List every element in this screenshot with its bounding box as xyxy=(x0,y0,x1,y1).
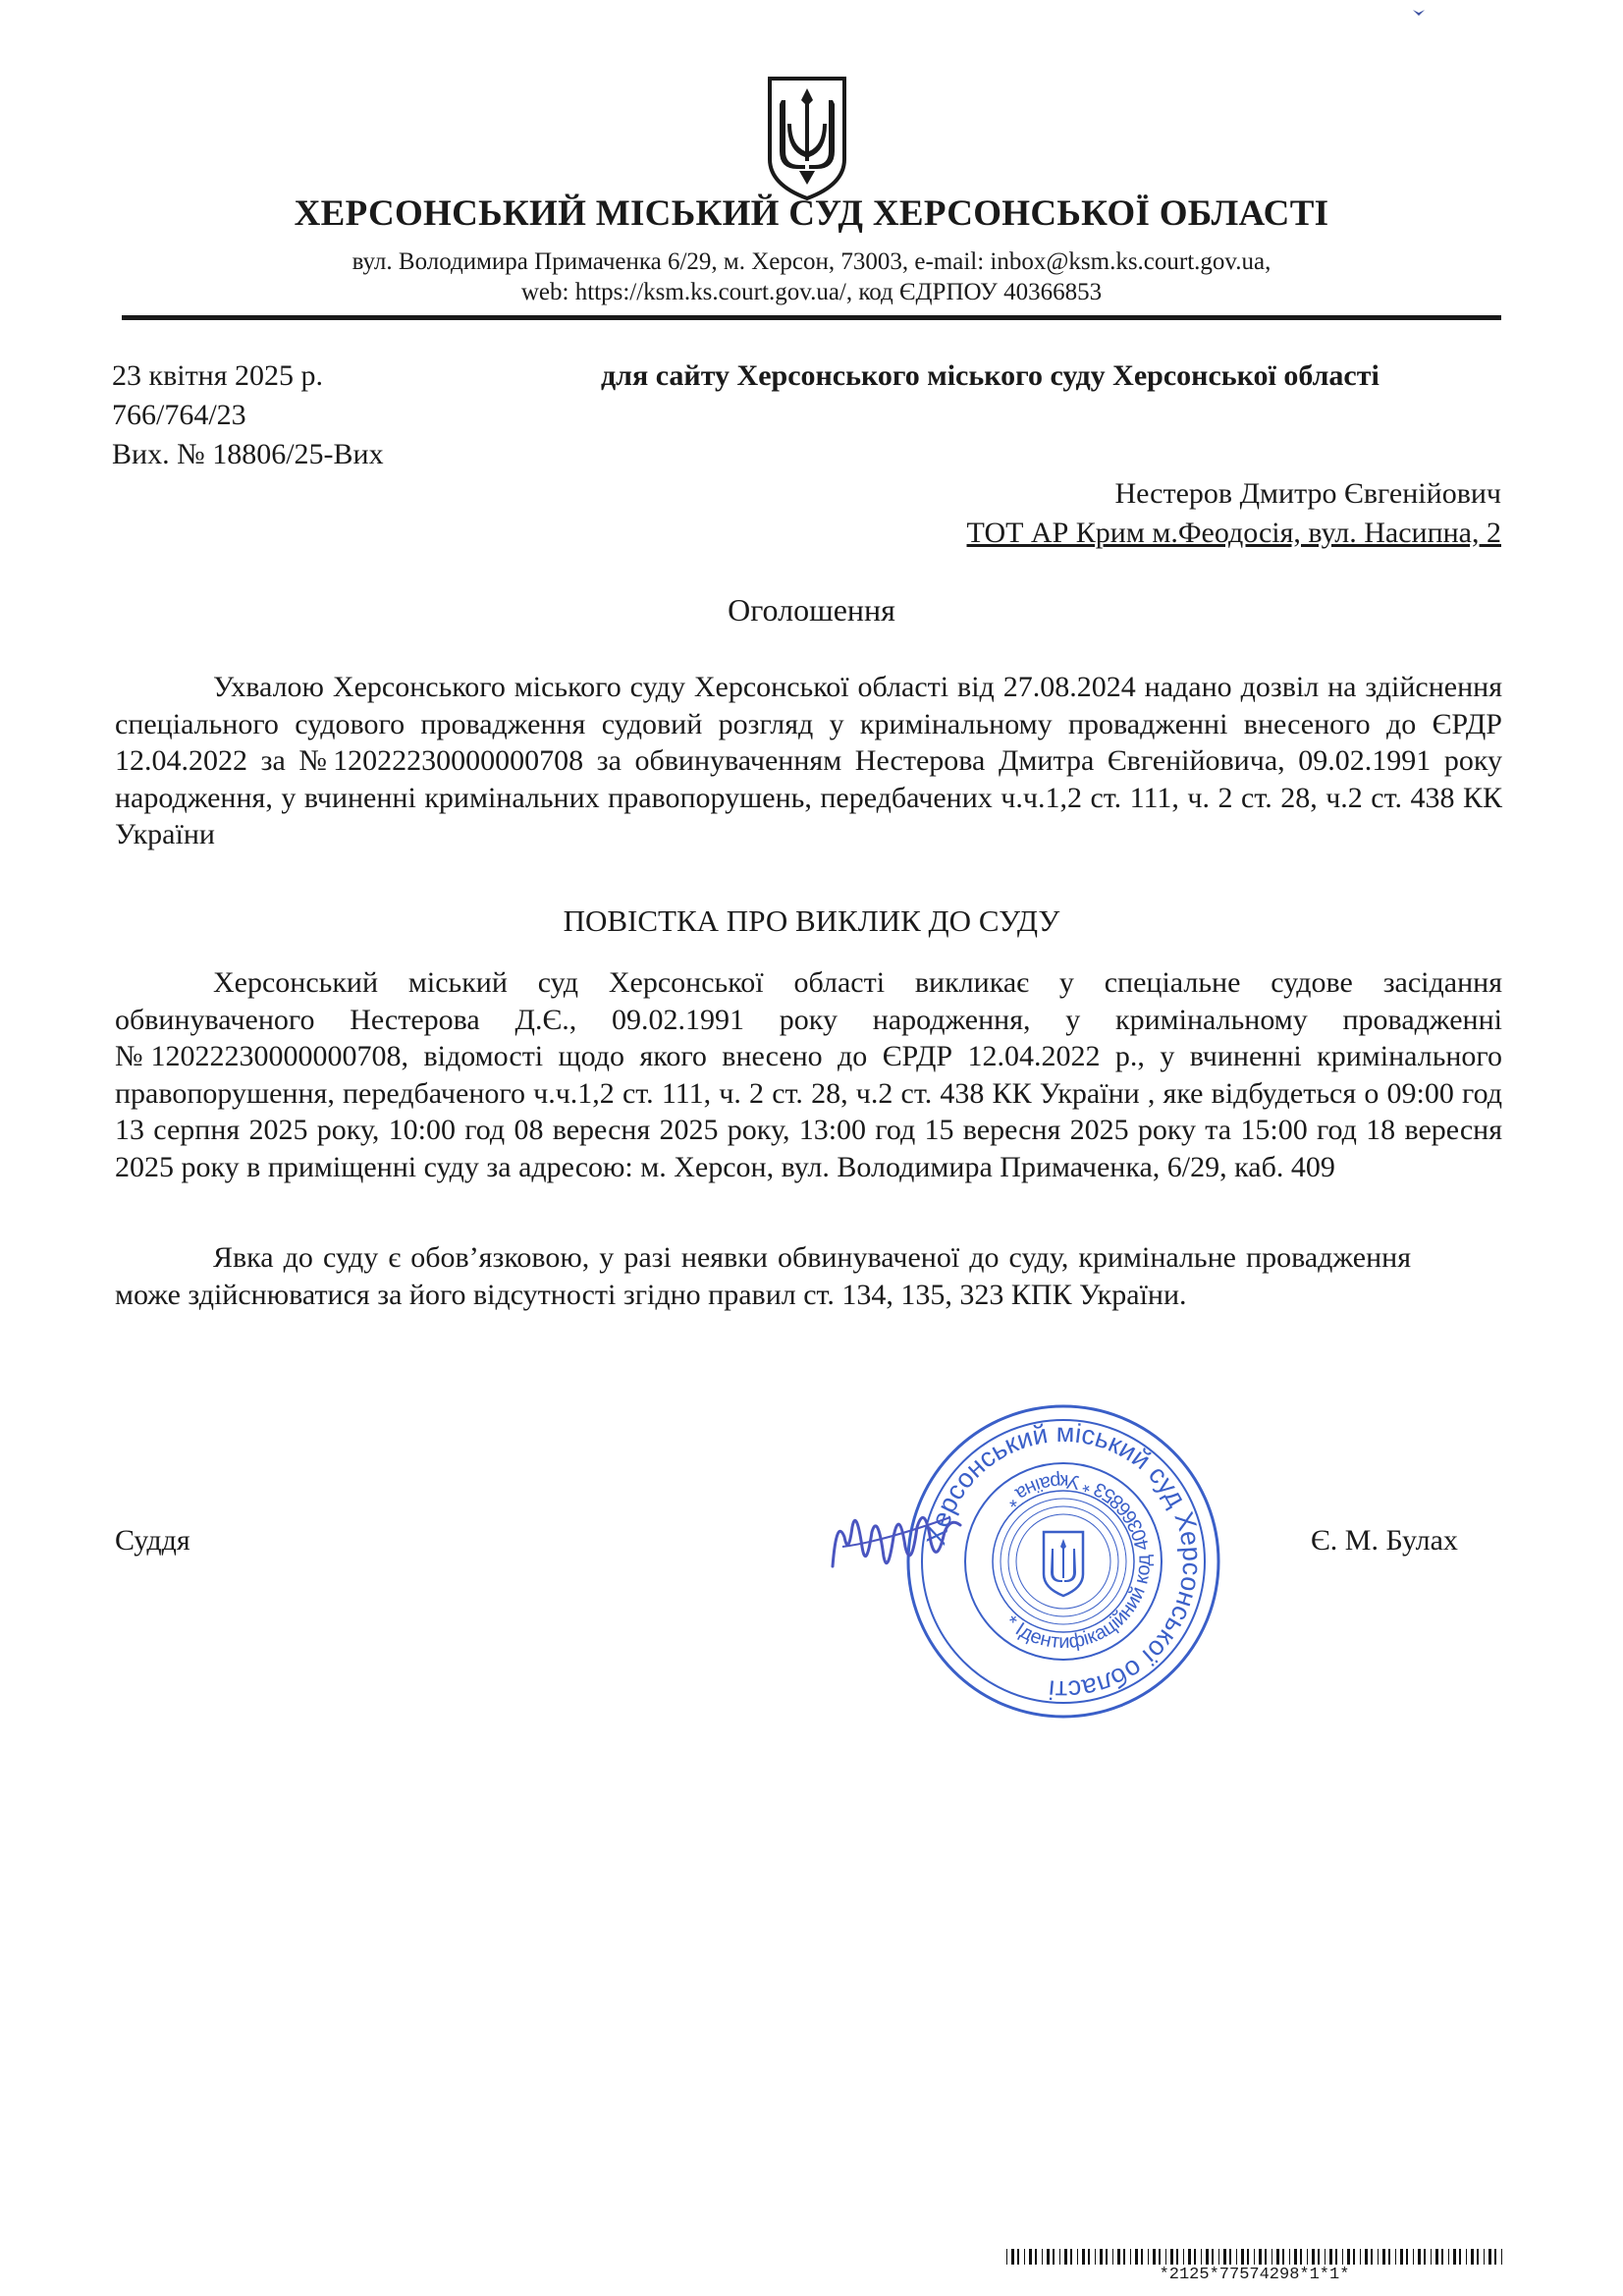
barcode-bar xyxy=(1183,2249,1184,2265)
barcode-bar xyxy=(1494,2249,1496,2265)
barcode-bar xyxy=(1365,2249,1368,2265)
barcode-bar xyxy=(1123,2249,1125,2265)
announcement-title: Оголошення xyxy=(728,592,895,628)
barcode-bar xyxy=(1077,2249,1078,2265)
barcode-number: *2125*77574298*1*1* xyxy=(1159,2266,1350,2284)
barcode-bar xyxy=(1488,2249,1491,2265)
barcode-bar xyxy=(1276,2249,1279,2265)
barcode-bar xyxy=(1017,2249,1019,2265)
barcode-bar xyxy=(1201,2249,1202,2265)
barcode-bar xyxy=(1053,2249,1055,2265)
announcement-text: Ухвалою Херсонського міського суду Херсонської області від 27.08.2024 надано дозвіл на здійснення спеціального судового провадження судовий розгляд у кримінальному провадженні внесеного до ЄРДР 12.04.2022 за №12022230000000708 за обвинуваченням Нестерова Дмитра Євгенійовича, 09.02.1991 року народження, у вчиненні кримінальних правопорушень, передбачених ч.ч.1,2 ст. 111, ч. 2 ст. 28, ч.2 ст. 438 КК України xyxy=(115,671,1502,850)
barcode-bar xyxy=(1153,2249,1156,2265)
barcode-bar xyxy=(1300,2249,1302,2265)
recipient-name: Нестеров Дмитро Євгенійович xyxy=(1114,477,1501,510)
svg-text:* Ідентифікаційний код 4036685: * Ідентифікаційний код 40366853 * Україна * xyxy=(1001,1469,1156,1654)
barcode-bar xyxy=(1484,2249,1485,2265)
barcode-bar xyxy=(1247,2249,1249,2265)
court-address: вул. Володимира Примаченка 6/29, м. Херсон, 73003, e-mail: inbox@ksm.ks.court.gov.ua, xyxy=(352,248,1271,275)
barcode-bar xyxy=(1241,2249,1244,2265)
barcode-bar xyxy=(1194,2249,1196,2265)
barcode-bar xyxy=(1106,2249,1108,2265)
barcode-bar xyxy=(1418,2249,1421,2265)
barcode-bar xyxy=(1282,2249,1284,2265)
trident-coat-of-arms-icon xyxy=(764,75,850,202)
barcode-bar xyxy=(1117,2249,1120,2265)
barcode-bar xyxy=(1218,2249,1219,2265)
destination-note: для сайту Херсонського міського суду Херсонської області xyxy=(601,359,1380,392)
barcode-bar xyxy=(1229,2249,1231,2265)
barcode-bar xyxy=(1088,2249,1090,2265)
judge-signature xyxy=(823,1488,970,1596)
barcode-bar xyxy=(1431,2249,1432,2265)
barcode-bar xyxy=(1312,2249,1315,2265)
barcode-bar xyxy=(1070,2249,1072,2265)
recipient-address: ТОТ АР Крим м.Феодосія, вул. Насипна, 2 xyxy=(966,517,1501,549)
barcode-bar xyxy=(1059,2249,1060,2265)
barcode-bar xyxy=(1353,2249,1355,2265)
barcode-bar xyxy=(1176,2249,1178,2265)
court-web: web: https://ksm.ks.court.gov.ua/, код ЄДРПОУ 40366853 xyxy=(520,279,1103,305)
letter-date: 23 квітня 2025 р. xyxy=(112,359,324,392)
barcode-bar xyxy=(1413,2249,1414,2265)
barcode-bar xyxy=(1112,2249,1113,2265)
barcode-bar xyxy=(1047,2249,1050,2265)
barcode-bar xyxy=(1159,2249,1161,2265)
barcode-bar xyxy=(1388,2249,1390,2265)
barcode-bar xyxy=(1024,2249,1025,2265)
barcode-bar xyxy=(1100,2249,1103,2265)
barcode-bar xyxy=(1360,2249,1361,2265)
barcode-bar xyxy=(1135,2249,1138,2265)
barcode-bar xyxy=(1188,2249,1191,2265)
summons-attendance-text: Явка до суду є обов’язковою, у разі неявки обвинуваченої до суду, кримінальне провадження може здійснюватися за його відсутності згідно правил ст. 134, 135, 323 КПК України. xyxy=(115,1241,1411,1311)
barcode-bar xyxy=(1471,2249,1474,2265)
judge-role: Суддя xyxy=(115,1524,190,1557)
barcode-bar xyxy=(1223,2249,1226,2265)
barcode-bar xyxy=(1448,2249,1449,2265)
barcode-bar xyxy=(1501,2249,1502,2265)
barcode-bar xyxy=(1148,2249,1149,2265)
barcode-bar xyxy=(1236,2249,1237,2265)
barcode-bar xyxy=(1271,2249,1272,2265)
barcode-bar xyxy=(1395,2249,1396,2265)
barcode-bar xyxy=(1347,2249,1350,2265)
barcode-bar xyxy=(1335,2249,1337,2265)
scan-mark xyxy=(1412,8,1426,18)
barcode-bar xyxy=(1318,2249,1320,2265)
barcode-bar xyxy=(1259,2249,1262,2265)
summons-text: Херсонський міський суд Херсонської області викликає у спеціальне судове засідання обвинуваченого Нестерова Д.Є., 09.02.1991 року народження, у кримінальному провадженні №12022230000000708, відомості щодо якого внесено до ЄРДР 12.04.2022 р., у вчиненні кримінального правопорушення, передбаченого ч.ч.1,2 ст. 111, ч. 2 ст. 28, ч.2 ст. 438 КК України , яке відбудеться о 09:00 год 13 серпня 2025 року, 10:00 год 08 вересня 2025 року, 13:00 год 15 вересня 2025 року та 15:00 год 18 вересня 2025 року в приміщенні суду за адресою: м. Херсон, вул. Володимира Примаченка, 6/29, каб. 409 xyxy=(115,966,1502,1183)
barcode-bar xyxy=(1378,2249,1379,2265)
svg-text:Херсонський міський суд Херсон: Херсонський міський суд Херсонської області xyxy=(921,1417,1208,1706)
barcode-bar xyxy=(1130,2249,1131,2265)
barcode-bar xyxy=(1212,2249,1214,2265)
barcode-bar xyxy=(1466,2249,1467,2265)
barcode-bar xyxy=(1035,2249,1037,2265)
barcode-bar xyxy=(1441,2249,1443,2265)
barcode-bar xyxy=(1459,2249,1461,2265)
barcode-bar xyxy=(1254,2249,1255,2265)
judge-name: Є. М. Булах xyxy=(1311,1524,1458,1557)
barcode-bar xyxy=(1382,2249,1385,2265)
barcode-bar xyxy=(1307,2249,1308,2265)
barcode-bar xyxy=(1406,2249,1408,2265)
barcode-bar xyxy=(1424,2249,1426,2265)
case-number: 766/764/23 xyxy=(112,399,246,431)
barcode-bar xyxy=(1082,2249,1085,2265)
header-divider xyxy=(122,315,1501,320)
court-name: ХЕРСОНСЬКИЙ МІСЬКИЙ СУД ХЕРСОНСЬКОЇ ОБЛАСТІ xyxy=(294,193,1329,234)
barcode-bar xyxy=(1371,2249,1373,2265)
barcode-bar xyxy=(1435,2249,1438,2265)
barcode-bar xyxy=(1477,2249,1479,2265)
document-barcode xyxy=(1006,2249,1502,2265)
outgoing-number: Вих. № 18806/25-Вих xyxy=(112,438,384,470)
barcode-bar xyxy=(1029,2249,1032,2265)
barcode-bar xyxy=(1042,2249,1043,2265)
barcode-bar xyxy=(1141,2249,1143,2265)
barcode-bar xyxy=(1289,2249,1290,2265)
barcode-bar xyxy=(1294,2249,1297,2265)
barcode-bar xyxy=(1011,2249,1014,2265)
barcode-bar xyxy=(1342,2249,1343,2265)
barcode-bar xyxy=(1206,2249,1209,2265)
barcode-bar xyxy=(1165,2249,1166,2265)
barcode-bar xyxy=(1453,2249,1456,2265)
barcode-bar xyxy=(1064,2249,1067,2265)
barcode-bar xyxy=(1170,2249,1173,2265)
barcode-bar xyxy=(1329,2249,1332,2265)
summons-title: ПОВІСТКА ПРО ВИКЛИК ДО СУДУ xyxy=(563,903,1060,938)
barcode-bar xyxy=(1006,2249,1007,2265)
barcode-bar xyxy=(1095,2249,1096,2265)
barcode-bar xyxy=(1265,2249,1267,2265)
barcode-bar xyxy=(1400,2249,1403,2265)
